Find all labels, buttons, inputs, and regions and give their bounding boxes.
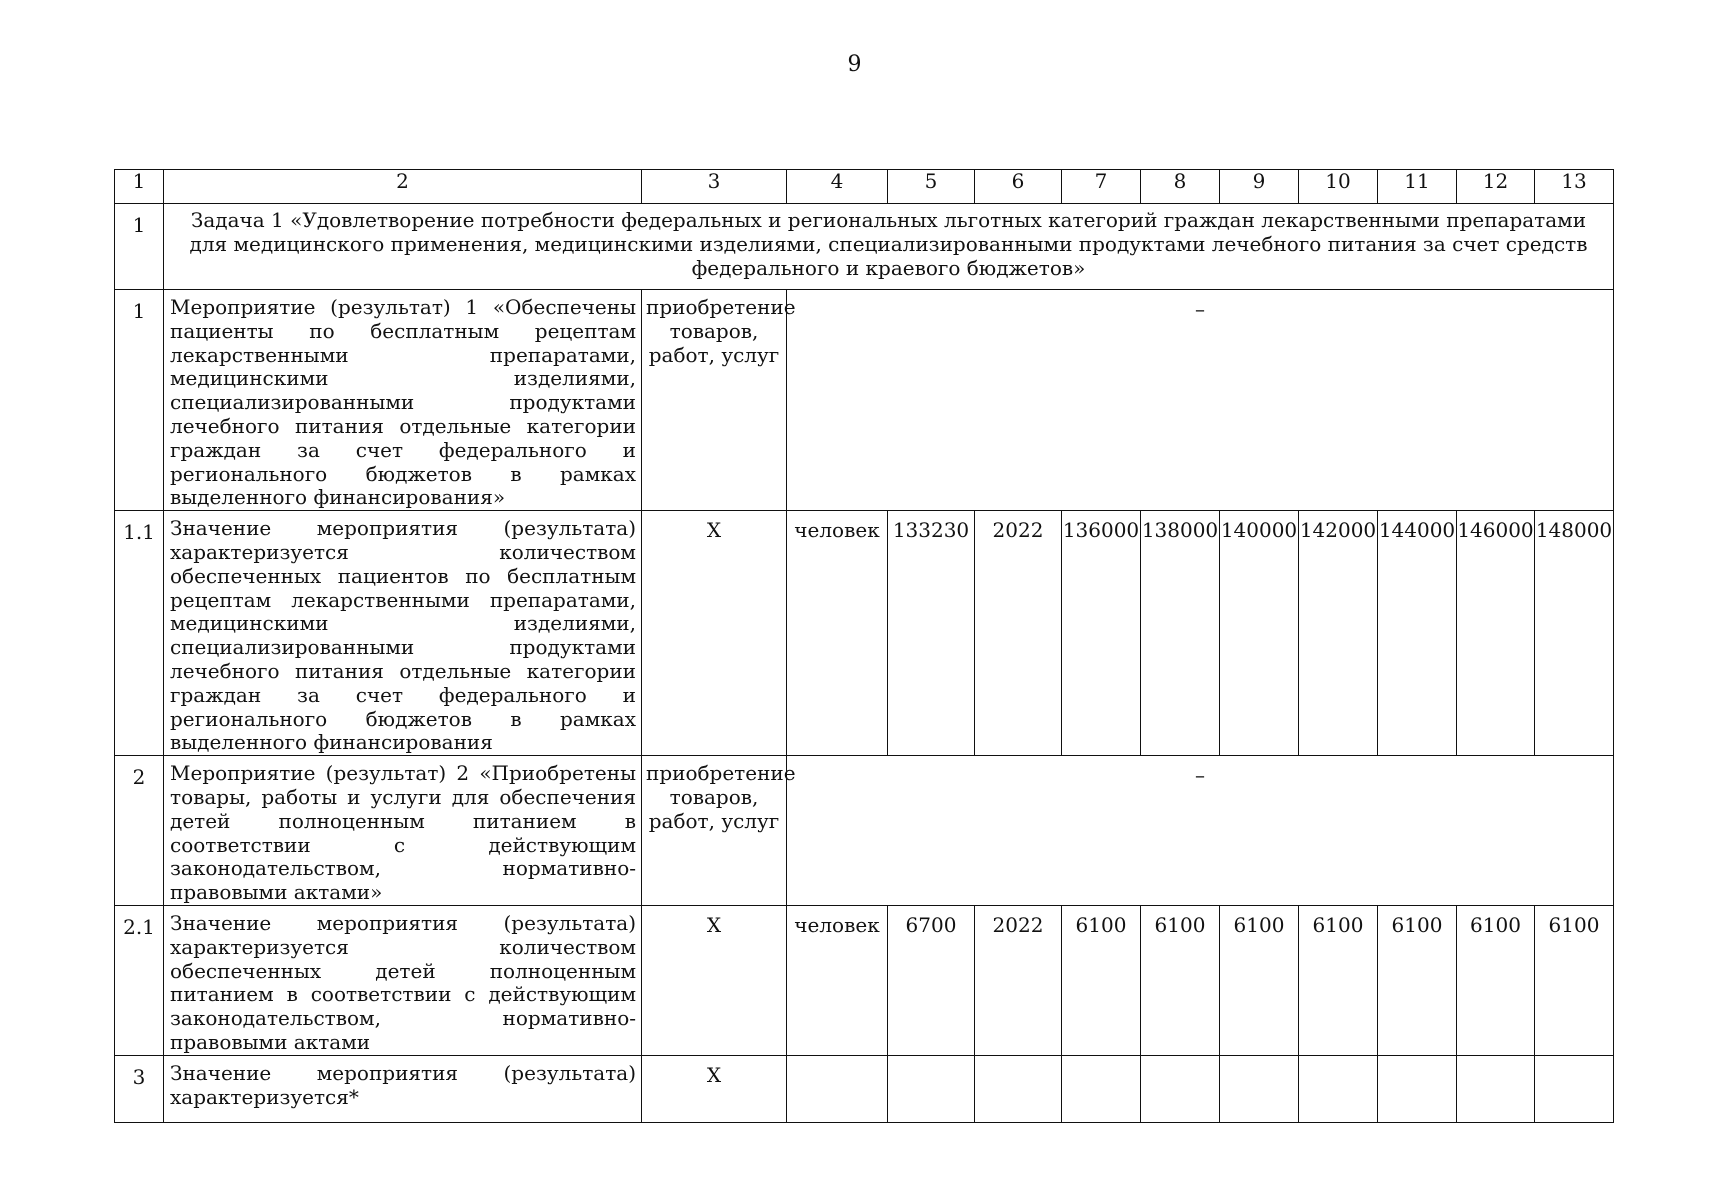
row-base-year: 2022 xyxy=(975,905,1062,1055)
task-text: Задача 1 «Удовлетворение потребности федеральных и региональных льготных категорий граждан лекарственными препаратами для медицинского применения, медицинскими изделиями, специализированными продуктами лечебного питания за счет средств федерального и краевого бюджетов» xyxy=(164,204,1614,290)
row-value: 138000 xyxy=(1141,511,1220,756)
header-cell: 9 xyxy=(1220,170,1299,204)
row-description: Значение мероприятия (результата) характеризуется* xyxy=(164,1055,642,1122)
row-unit: человек xyxy=(787,905,888,1055)
row-value: 140000 xyxy=(1220,511,1299,756)
row-number: 3 xyxy=(115,1055,164,1122)
row-value: 148000 xyxy=(1535,511,1614,756)
header-cell: 1 xyxy=(115,170,164,204)
header-cell: 3 xyxy=(642,170,787,204)
row-number: 2.1 xyxy=(115,905,164,1055)
empty-cell xyxy=(975,1055,1062,1122)
row-number: 1 xyxy=(115,204,164,290)
row-value: 6100 xyxy=(1457,905,1535,1055)
header-cell: 11 xyxy=(1378,170,1457,204)
row-value: 6100 xyxy=(1220,905,1299,1055)
header-cell: 10 xyxy=(1299,170,1378,204)
header-cell: 12 xyxy=(1457,170,1535,204)
table-row xyxy=(115,290,1614,511)
empty-cell xyxy=(1062,1055,1141,1122)
table-row xyxy=(115,905,1614,1055)
header-cell: 2 xyxy=(164,170,642,204)
row-description: Значение мероприятия (результата) характеризуется количеством обеспеченных детей полноценным питанием в соответствии с действующим законодательством, нормативно-правовыми актами xyxy=(164,905,642,1055)
row-dash: – xyxy=(787,290,1614,511)
empty-cell xyxy=(1299,1055,1378,1122)
header-cell: 8 xyxy=(1141,170,1220,204)
row-number: 2 xyxy=(115,756,164,906)
row-description: Мероприятие (результат) 2 «Приобретены товары, работы и услуги для обеспечения детей полноценным питанием в соответствии с действующим законодательством, нормативно-правовыми актами» xyxy=(164,756,642,906)
row-base-year: 2022 xyxy=(975,511,1062,756)
row-number: 1.1 xyxy=(115,511,164,756)
row-unit: человек xyxy=(787,511,888,756)
empty-cell xyxy=(1220,1055,1299,1122)
row-type: приобретение товаров, работ, услуг xyxy=(642,756,787,906)
row-base-value: 6700 xyxy=(888,905,975,1055)
row-value: 6100 xyxy=(1378,905,1457,1055)
page-number: 9 xyxy=(847,52,862,77)
header-cell: 5 xyxy=(888,170,975,204)
header-cell: 13 xyxy=(1535,170,1614,204)
header-row xyxy=(115,170,1614,204)
empty-cell xyxy=(1378,1055,1457,1122)
table-row xyxy=(115,1055,1614,1122)
row-type: X xyxy=(642,511,787,756)
table-row xyxy=(115,756,1614,906)
row-value: 6100 xyxy=(1299,905,1378,1055)
empty-cell xyxy=(1141,1055,1220,1122)
empty-cell xyxy=(1457,1055,1535,1122)
row-number: 1 xyxy=(115,290,164,511)
row-value: 6100 xyxy=(1535,905,1614,1055)
indicator-table xyxy=(114,169,1614,1123)
empty-cell xyxy=(1535,1055,1614,1122)
header-cell: 7 xyxy=(1062,170,1141,204)
header-cell: 4 xyxy=(787,170,888,204)
task-row xyxy=(115,204,1614,290)
row-value: 6100 xyxy=(1062,905,1141,1055)
row-type: X xyxy=(642,905,787,1055)
header-cell: 6 xyxy=(975,170,1062,204)
row-description: Значение мероприятия (результата) характеризуется количеством обеспеченных пациентов по бесплатным рецептам лекарственными препаратами, медицинскими изделиями, специализированными продуктами лечебного питания отдельные категории граждан за счет федерального и регионального бюджетов в рамках выделенного финансирования xyxy=(164,511,642,756)
empty-cell xyxy=(888,1055,975,1122)
row-description: Мероприятие (результат) 1 «Обеспечены пациенты по бесплатным рецептам лекарственными препаратами, медицинскими изделиями, специализированными продуктами лечебного питания отдельные категории граждан за счет федерального и регионального бюджетов в рамках выделенного финансирования» xyxy=(164,290,642,511)
row-type: X xyxy=(642,1055,787,1122)
row-base-value: 133230 xyxy=(888,511,975,756)
row-value: 144000 xyxy=(1378,511,1457,756)
row-value: 136000 xyxy=(1062,511,1141,756)
table-row xyxy=(115,511,1614,756)
empty-cell xyxy=(787,1055,888,1122)
row-value: 146000 xyxy=(1457,511,1535,756)
row-type: приобретение товаров, работ, услуг xyxy=(642,290,787,511)
row-value: 6100 xyxy=(1141,905,1220,1055)
row-dash: – xyxy=(787,756,1614,906)
row-value: 142000 xyxy=(1299,511,1378,756)
